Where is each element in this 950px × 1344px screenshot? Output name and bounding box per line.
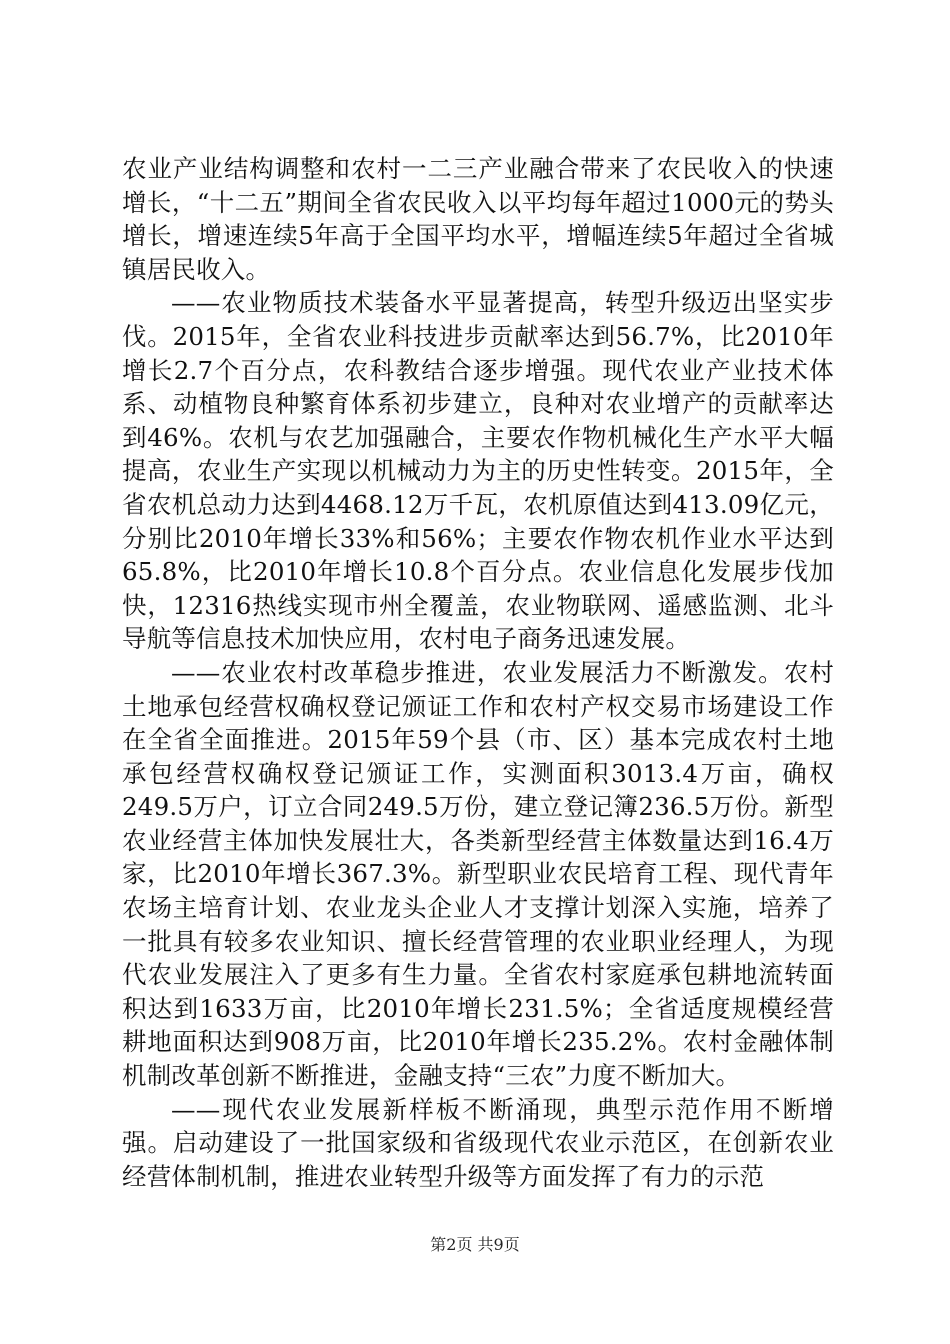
- paragraph-tech-equipment: ——农业物质技术装备水平显著提高，转型升级迈出坚实步伐。2015年，全省农业科技进步贡献率达到56.7%，比2010年增长2.7个百分点，农科教结合逐步增强。现代农业产业技术体系、动植物良种繁育体系初步建立，良种对农业增产的贡献率达到46%。农机与农艺加强融合，主要农作物机械化生产水平大幅提高，农业生产实现以机械动力为主的历史性转变。2015年，全省农机总动力达到4468.12万千瓦，农机原值达到413.09亿元，分别比2010年增长33%和56%；主要农作物农机作业水平达到65.8%，比2010年增长10.8个百分点。农业信息化发展步伐加快，12316热线实现市州全覆盖，农业物联网、遥感监测、北斗导航等信息技术加快应用，农村电子商务迅速发展。: [122, 288, 834, 654]
- page-number-footer: 第2页 共9页: [430, 1235, 520, 1254]
- paragraph-continuation: 农业产业结构调整和农村一二三产业融合带来了农民收入的快速增长，“十二五”期间全省农民收入以平均每年超过1000元的势头增长，增速连续5年高于全国平均水平，增幅连续5年超过全省城镇居民收入。: [122, 154, 834, 284]
- paragraph-rural-reform: ——农业农村改革稳步推进，农业发展活力不断激发。农村土地承包经营权确权登记颁证工作和农村产权交易市场建设工作在全省全面推进。2015年59个县（市、区）基本完成农村土地承包经营权确权登记颁证工作，实测面积3013.4万亩，确权249.5万户，订立合同249.5万份，建立登记簿236.5万份。新型农业经营主体加快发展壮大，各类新型经营主体数量达到16.4万家，比2010年增长367.3%。新型职业农民培育工程、现代青年农场主培育计划、农业龙头企业人才支撑计划深入实施，培养了一批具有较多农业知识、擅长经营管理的农业职业经理人，为现代农业发展注入了更多有生力量。全省农村家庭承包耕地流转面积达到1633万亩，比2010年增长231.5%；全省适度规模经营耕地面积达到908万亩，比2010年增长235.2%。农村金融体制机制改革创新不断推进，金融支持“三农”力度不断加大。: [122, 657, 834, 1091]
- body-text: [122, 152, 834, 1193]
- paragraph-demonstration: ——现代农业发展新样板不断涌现，典型示范作用不断增强。启动建设了一批国家级和省级现代农业示范区，在创新农业经营体制机制，推进农业转型升级等方面发挥了有力的示范: [122, 1094, 834, 1191]
